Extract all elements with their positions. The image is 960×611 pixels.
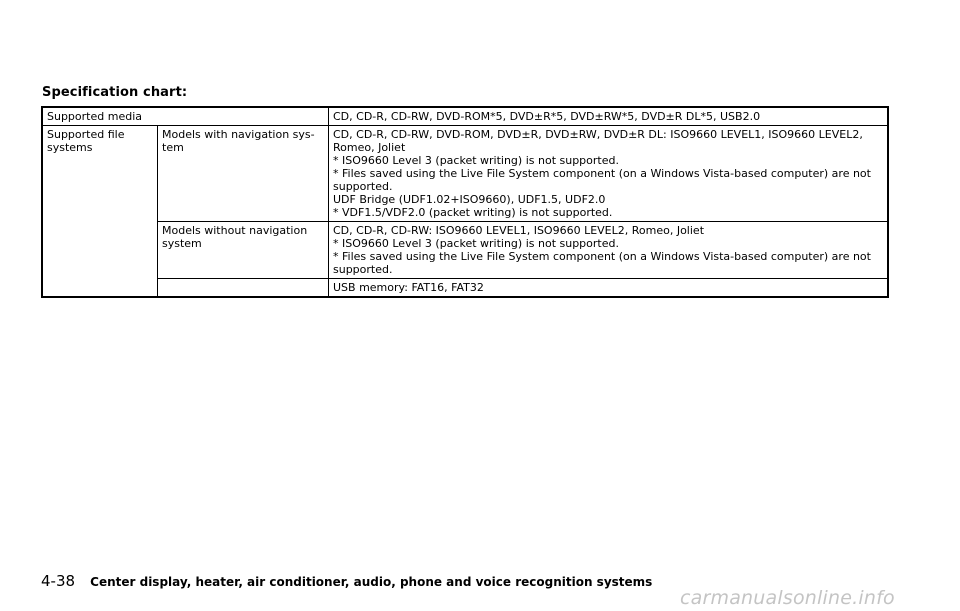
spec-line: * ISO9660 Level 3 (packet writing) is not supported. (333, 237, 619, 250)
page-heading: Specification chart: (42, 85, 188, 100)
supported-file-systems-label: Supported file systems (42, 126, 158, 298)
with-navigation-label: Models with navigation sys-tem (158, 126, 329, 222)
section-title: Center display, heater, air conditioner, audio, phone and voice recognition systems (90, 575, 653, 589)
spec-line: * Files saved using the Live File System component (on a Windows Vista-based computer) are not supported. (333, 250, 871, 276)
page-footer (41, 571, 652, 590)
without-navigation-value (329, 222, 889, 279)
spec-line: UDF Bridge (UDF1.02+ISO9660), UDF1.5, UDF2.0 (333, 193, 606, 206)
spec-line: CD, CD-R, CD-RW: ISO9660 LEVEL1, ISO9660 LEVEL2, Romeo, Joliet (333, 224, 705, 237)
usb-empty-cell (158, 279, 329, 298)
specification-table (41, 106, 889, 298)
supported-media-value: CD, CD-R, CD-RW, DVD-ROM*5, DVD±R*5, DVD±RW*5, DVD±R DL*5, USB2.0 (329, 107, 889, 126)
watermark: carmanualsonline.info (680, 587, 895, 609)
page-number: 4-38 (41, 572, 76, 590)
spec-line: CD, CD-R, CD-RW, DVD-ROM, DVD±R, DVD±RW, DVD±R DL: ISO9660 LEVEL1, ISO9660 LEVEL2, Romeo, Joliet (333, 128, 863, 154)
usb-memory-value: USB memory: FAT16, FAT32 (329, 279, 889, 298)
with-navigation-value (329, 126, 889, 222)
supported-media-label: Supported media (42, 107, 329, 126)
spec-line: * Files saved using the Live File System component (on a Windows Vista-based computer) are not supported. (333, 167, 871, 193)
table-row (42, 107, 888, 126)
table-row (42, 279, 888, 298)
spec-line: * VDF1.5/VDF2.0 (packet writing) is not supported. (333, 206, 613, 219)
table-row (42, 222, 888, 279)
table-row (42, 126, 888, 222)
spec-line: * ISO9660 Level 3 (packet writing) is not supported. (333, 154, 619, 167)
without-navigation-label: Models without navigation system (158, 222, 329, 279)
